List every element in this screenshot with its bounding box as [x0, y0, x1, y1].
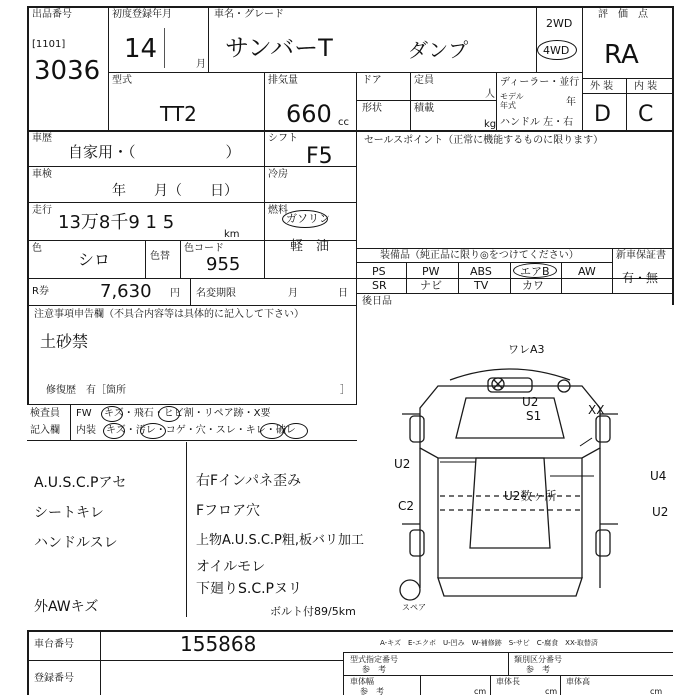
- length-label: 車体長: [496, 677, 520, 686]
- registration-label: 登録番号: [34, 673, 74, 684]
- shift-value: F5: [306, 144, 333, 169]
- diagram-mark-s1: S1: [526, 409, 542, 423]
- model-year-label-2: 年式: [500, 101, 516, 110]
- displacement-value: 660: [286, 100, 332, 128]
- shift-label: シフト: [268, 133, 298, 144]
- equip-navi: ナビ: [420, 279, 442, 292]
- width-label: 車体幅: [350, 677, 374, 686]
- rating-label: 評 価 点: [598, 9, 648, 20]
- dealer-label: ディーラー・並行: [500, 77, 580, 88]
- type-spec-ref: 参 考: [362, 665, 386, 674]
- diagram-mark-xx: XX: [588, 403, 605, 417]
- repair-end: ］: [340, 385, 350, 396]
- usage-value: 自家用・（ ）: [68, 143, 241, 161]
- first-registration-label: 初度登録年月: [112, 9, 172, 20]
- color-value: シロ: [78, 250, 111, 269]
- year-unit: 年: [566, 97, 576, 108]
- equip-aw: AW: [578, 265, 596, 278]
- equip-pw: PW: [422, 265, 440, 278]
- handle-label: ハンドル 左・右: [500, 117, 574, 128]
- displacement-label: 排気量: [268, 75, 298, 86]
- inspector-label-2: 記入欄: [30, 425, 60, 436]
- selected-circle: [101, 406, 123, 422]
- diagram-mark-u2-right: U2: [652, 505, 669, 519]
- equip-sr: SR: [372, 279, 387, 292]
- inspection-label: 車検: [32, 169, 52, 180]
- fuel-gasoline: ガソリン: [286, 212, 330, 225]
- remark-right-5: 下廻りS.C.Pヌリ: [196, 581, 303, 597]
- exterior-label: 外 装: [590, 81, 614, 92]
- interior-tag: 内装: [76, 425, 96, 436]
- equip-leather: カワ: [522, 279, 544, 292]
- capacity-unit: 人: [485, 89, 495, 100]
- fuel-diesel: 軽 油: [290, 239, 330, 254]
- fw-label: FW: [76, 408, 92, 419]
- displacement-unit: cc: [338, 117, 349, 128]
- remark-right-2: Fフロア穴: [196, 503, 261, 519]
- equipment-label: 装備品（純正品に限り◎をつけてください）: [380, 250, 579, 261]
- selected-circle: [140, 423, 166, 439]
- equip-abs: ABS: [470, 265, 492, 278]
- type-value: TT2: [160, 102, 197, 126]
- rating-value: RA: [604, 40, 639, 70]
- diagram-mark-u2-left: U2: [394, 457, 411, 471]
- mileage-label: 走行: [32, 205, 52, 216]
- lot-number: 3036: [34, 56, 101, 86]
- class-label: 類別区分番号: [514, 655, 562, 664]
- remark-left-6: 外AWキズ: [34, 599, 99, 615]
- drive-2wd: 2WD: [546, 17, 573, 30]
- ac-label: 冷房: [268, 169, 288, 180]
- diagram-mark-c2: C2: [398, 499, 415, 513]
- owner-label: 後日品: [362, 296, 392, 307]
- class-ref: 参 考: [526, 665, 550, 674]
- length-unit: cm: [545, 687, 558, 696]
- chassis-label: 車台番号: [34, 639, 74, 650]
- warranty-label: 新車保証書: [616, 250, 666, 261]
- height-unit: cm: [650, 687, 663, 696]
- repair-label: 修復歴 有［箇所: [46, 385, 126, 396]
- model-name-label: 車名・グレード: [214, 9, 284, 20]
- warranty-value: 有・無: [622, 271, 659, 285]
- recycle-unit: 円: [170, 288, 180, 299]
- mileage-value: 13万8千9 1 5: [58, 212, 175, 233]
- width-ref: 参 考: [360, 687, 384, 696]
- selected-circle: [158, 406, 180, 422]
- diagram-mark-u4: U4: [650, 469, 667, 483]
- lot-number-label: 出品番号: [32, 9, 72, 20]
- model-name: サンバーT: [225, 34, 333, 62]
- equip-ps: PS: [372, 265, 386, 278]
- diagram-top-note: ワレA3: [508, 343, 545, 356]
- month-unit: 月: [196, 59, 206, 70]
- model-year-label: モデル: [500, 92, 524, 101]
- lot-code: [1101]: [32, 39, 66, 50]
- remark-right-4: オイルモレ: [196, 559, 266, 575]
- interior-items: キズ・汚レ・コゲ・穴・スレ・キレ・破レ: [106, 425, 296, 436]
- selected-circle: [284, 423, 308, 439]
- interior-grade: C: [638, 102, 654, 127]
- capacity-label: 定員: [414, 75, 434, 86]
- height-label: 車体高: [566, 677, 590, 686]
- remark-right-3: 上物A.U.S.C.P粗,板バリ加工: [196, 533, 365, 548]
- selected-circle: [103, 423, 125, 439]
- grade: ダンプ: [408, 38, 469, 62]
- equip-airbag: エアB: [520, 265, 550, 278]
- color-code-value: 955: [206, 254, 241, 275]
- diagram-mark-u2-multi: U2数ヶ所: [504, 489, 557, 503]
- doors-label: ドア: [362, 75, 382, 86]
- recycle-value: 7,630: [100, 281, 152, 302]
- remark-right-6: ボルト付89/5km: [270, 605, 356, 618]
- first-registration-year: 14: [124, 34, 158, 64]
- remark-left-1: A.U.S.C.Pアセ: [34, 475, 127, 491]
- recycle-label: R券: [32, 286, 49, 297]
- legend: A-キズ E-エクボ U-凹み W-補修跡 S-サビ C-腐食 XX-取替済: [380, 639, 598, 647]
- color-label: 色: [32, 243, 42, 254]
- spare-label: スペア: [402, 603, 426, 612]
- color-code-label: 色コード: [184, 243, 224, 254]
- inspection-value: 年 月（ 日）: [112, 183, 238, 199]
- title-expiry-month: 月: [288, 288, 298, 299]
- remark-left-3: ハンドルスレ: [34, 535, 118, 551]
- selected-circle: [260, 423, 284, 439]
- fw-items: キズ・飛石・ヒビ割・リペア跡・X要: [104, 408, 271, 419]
- remark-right-1: 右Fインパネ歪み: [196, 473, 302, 489]
- title-expiry-day: 日: [338, 288, 348, 299]
- title-expiry-label: 名変期限: [196, 288, 236, 299]
- load-unit: kg: [484, 119, 497, 130]
- chassis-value: 155868: [180, 632, 257, 656]
- equip-tv: TV: [474, 279, 489, 292]
- drive-4wd: 4WD: [543, 44, 570, 57]
- diagram-mark-u2-front: U2: [522, 395, 539, 409]
- exterior-grade: D: [594, 102, 611, 127]
- type-label: 型式: [112, 75, 132, 86]
- shape-label: 形状: [362, 103, 382, 114]
- remark-left-2: シートキレ: [34, 505, 104, 521]
- car-damage-diagram: [380, 338, 680, 618]
- color-change-label: 色替: [150, 251, 170, 262]
- load-label: 積載: [414, 103, 434, 114]
- fuel-label: 燃料: [268, 205, 288, 216]
- usage-label: 車歴: [32, 133, 52, 144]
- width-unit: cm: [474, 687, 487, 696]
- interior-label: 内 装: [634, 81, 658, 92]
- type-spec-label: 型式指定番号: [350, 655, 398, 664]
- sales-point-label: セールスポイント（正常に機能するものに限ります）: [364, 135, 604, 146]
- notes-label: 注意事項申告欄（不具合内容等は具体的に記入して下さい）: [34, 309, 304, 320]
- inspector-label: 検査員: [30, 408, 60, 419]
- mileage-unit: km: [224, 229, 240, 240]
- notes-content: 土砂禁: [40, 332, 89, 351]
